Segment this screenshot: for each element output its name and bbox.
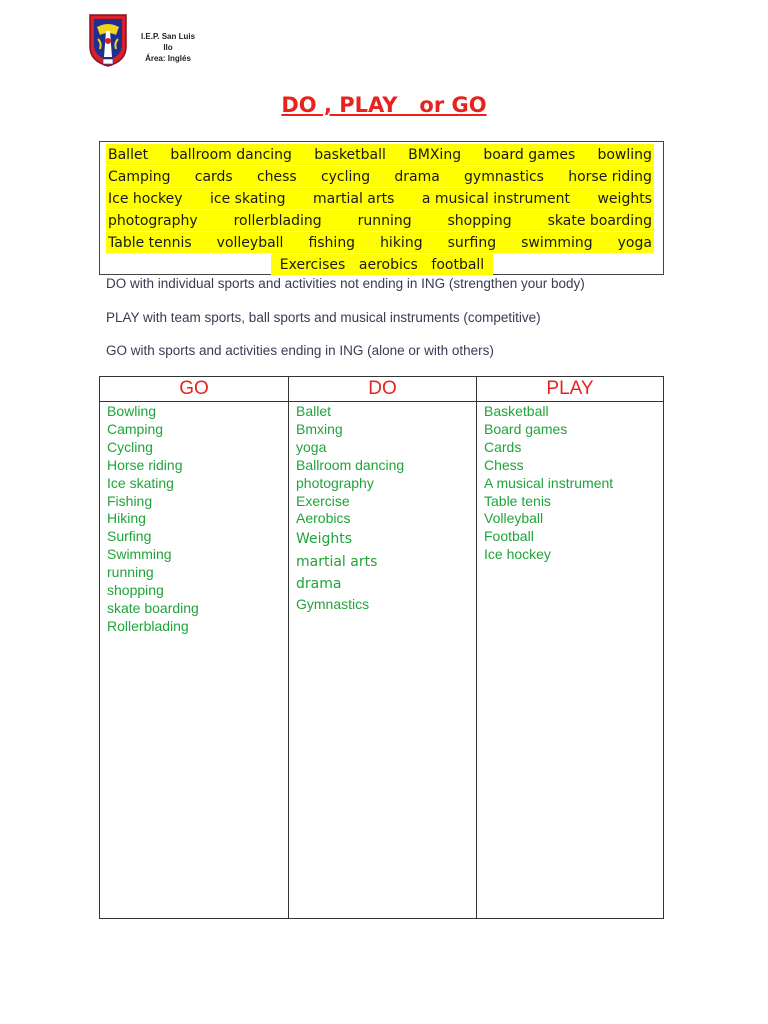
go-list-item: Rollerblading	[107, 617, 189, 634]
word-bank-word: chess	[256, 168, 297, 185]
word-bank-word: volleyball	[216, 234, 284, 251]
word-bank-box	[99, 141, 664, 275]
word-bank-word: cycling	[320, 168, 371, 185]
page-title: DO , PLAY or GO	[281, 93, 487, 117]
word-bank-word: Exercises	[279, 256, 346, 273]
go-list-item: Fishing	[107, 492, 153, 509]
word-bank-word: skate boarding	[547, 212, 652, 229]
word-bank-word: basketball	[314, 146, 386, 163]
word-bank-word: ballroom dancing	[170, 146, 292, 163]
word-bank-word: football	[431, 256, 485, 273]
word-bank-line	[106, 188, 654, 209]
go-list-item: skate boarding	[107, 599, 199, 616]
do-list-item: Weights	[296, 531, 353, 548]
school-crest-logo	[88, 13, 128, 67]
word-bank-word: gymnastics	[464, 168, 544, 185]
school-name: I.E.P. San Luis	[140, 32, 196, 41]
word-bank-word: cards	[194, 168, 233, 185]
go-list-item: Surfing	[107, 528, 152, 545]
word-bank-word: Table tennis	[108, 234, 192, 251]
play-header: PLAY	[477, 377, 663, 402]
go-list-item: Hiking	[107, 510, 146, 527]
do-column	[288, 377, 476, 918]
activities-table	[99, 376, 664, 919]
word-bank-word: aerobics	[358, 256, 418, 273]
word-bank-word: shopping	[447, 212, 512, 229]
do-list-item: Gymnastics	[296, 595, 370, 612]
go-list	[100, 402, 288, 636]
word-bank-word: board games	[483, 146, 576, 163]
school-area: Área: Inglés	[145, 54, 191, 63]
school-city: Ilo	[163, 43, 173, 52]
go-list-item: running	[107, 564, 154, 581]
word-bank-word: drama	[394, 168, 440, 185]
play-list-item: A musical instrument	[484, 474, 614, 491]
do-list-item: drama	[296, 576, 342, 593]
word-bank-word: Ice hockey	[108, 190, 183, 207]
word-bank-word: weights	[597, 190, 652, 207]
play-list-item: Cards	[484, 438, 522, 455]
word-bank-word: bowling	[597, 146, 652, 163]
go-list-item: Cycling	[107, 438, 153, 455]
word-bank-line	[271, 254, 493, 275]
do-list	[289, 402, 476, 614]
word-bank-word: photography	[108, 212, 198, 229]
play-list-item: Board games	[484, 420, 568, 437]
do-list-item: yoga	[296, 438, 327, 455]
do-list-item: Bmxing	[296, 420, 343, 437]
word-bank-word: BMXing	[408, 146, 462, 163]
do-list-item: Ballroom dancing	[296, 456, 405, 473]
play-list-item: Football	[484, 528, 534, 545]
word-bank-line	[106, 232, 654, 253]
do-list-item: martial arts	[296, 553, 378, 570]
word-bank-word: yoga	[617, 234, 652, 251]
go-list-item: Horse riding	[107, 456, 183, 473]
word-bank-word: Camping	[108, 168, 171, 185]
rule-go: GO with sports and activities ending in ING (alone or with others)	[106, 343, 494, 358]
go-list-item: Ice skating	[107, 474, 174, 491]
go-list-item: Swimming	[107, 546, 172, 563]
word-bank-word: Ballet	[108, 146, 149, 163]
do-list-item: Ballet	[296, 403, 332, 419]
word-bank-line	[106, 144, 654, 165]
word-bank-word: ice skating	[210, 190, 286, 207]
go-column	[100, 377, 288, 918]
word-bank-word: martial arts	[313, 190, 395, 207]
rule-do: DO with individual sports and activities not ending in ING (strengthen your body)	[106, 276, 585, 291]
play-column	[476, 377, 663, 918]
go-list-item: Camping	[107, 420, 164, 437]
word-bank-word: surfing	[447, 234, 497, 251]
word-bank-word: fishing	[308, 234, 356, 251]
word-bank-line	[106, 166, 654, 187]
go-header: GO	[100, 377, 288, 402]
rule-play: PLAY with team sports, ball sports and musical instruments (competitive)	[106, 310, 541, 325]
do-list-item: photography	[296, 474, 374, 491]
do-list-item: Exercise	[296, 492, 350, 509]
play-list-item: Volleyball	[484, 510, 544, 527]
word-bank-word: a musical instrument	[421, 190, 571, 207]
play-list	[477, 402, 663, 564]
word-bank-word: hiking	[380, 234, 423, 251]
do-list-item: Aerobics	[296, 510, 351, 527]
word-bank-line	[106, 210, 654, 231]
play-list-item: Table tenis	[484, 492, 551, 509]
word-bank-word: horse riding	[568, 168, 652, 185]
play-list-item: Ice hockey	[484, 546, 551, 563]
word-bank-word: swimming	[521, 234, 593, 251]
go-list-item: Bowling	[107, 403, 157, 419]
word-bank-word: running	[357, 212, 412, 229]
word-bank-word: rollerblading	[233, 212, 322, 229]
play-list-item: Chess	[484, 456, 524, 473]
school-header	[128, 31, 208, 64]
do-header: DO	[289, 377, 476, 402]
play-list-item: Basketball	[484, 403, 549, 419]
go-list-item: shopping	[107, 582, 164, 599]
